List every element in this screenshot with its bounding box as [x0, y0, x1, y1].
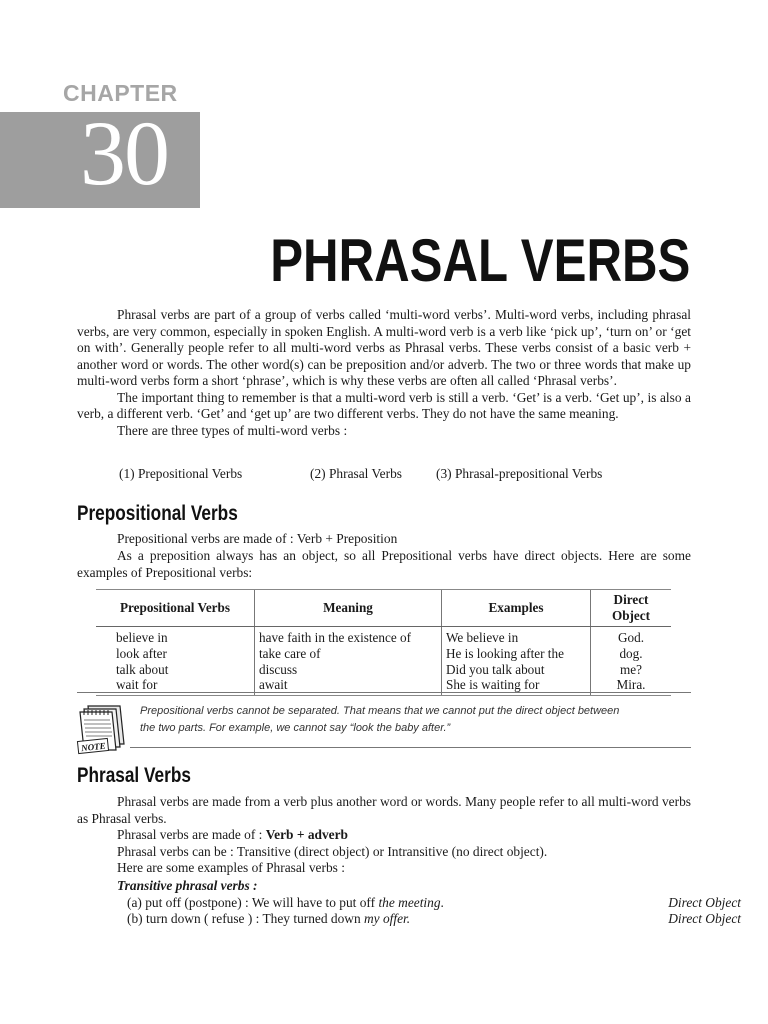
example-a: [77, 895, 741, 912]
table-row: [96, 662, 671, 678]
table-header-cell: Examples: [442, 590, 591, 627]
verb-types-list: [119, 466, 242, 483]
intro-section: [77, 307, 691, 439]
table-cell: me?: [591, 662, 672, 678]
prepositional-definition: Prepositional verbs are made of : Verb + Preposition: [117, 531, 398, 546]
note-icon: [74, 700, 128, 756]
example-a-end: .: [440, 895, 444, 910]
table-cell: She is waiting for: [442, 677, 591, 695]
table-row: [96, 646, 671, 662]
table-header-cell: Prepositional Verbs: [96, 590, 255, 627]
table-cell: take care of: [255, 646, 442, 662]
table-row: [96, 627, 671, 646]
intro-paragraph-1: Phrasal verbs are part of a group of verbs called ‘multi-word verbs’. Multi-word verbs, including phrasal verbs, are very common, especially in spoken English. A multi-word verb is a verb like ‘pick up’, ‘turn on’ or ‘get on with’. Generally people refer to all multi-word verbs as Phrasal verbs. These verbs consist of a basic verb + another word or words. The other word(s) can be preposition and/or adverb. The two or three words that make up multi-word verbs form a short ‘phrase’, which is why these verbs are often all called ‘Phrasal verbs’.: [77, 307, 691, 388]
example-a-text: (a) put off (postpone) : We will have to put off: [127, 895, 379, 910]
example-b-text: (b) turn down ( refuse ) : They turned down: [127, 911, 365, 926]
verb-type-3: (3) Phrasal-prepositional Verbs: [436, 466, 603, 481]
example-a-object: the meeting: [378, 895, 441, 910]
table-cell: await: [255, 677, 442, 695]
note-icon-label: NOTE: [80, 740, 107, 754]
note-top-rule: [77, 692, 691, 693]
phrasal-can-be: Phrasal verbs can be : Transitive (direct object) or Intransitive (no direct object).: [117, 844, 548, 859]
transitive-heading: Transitive phrasal verbs :: [117, 878, 258, 893]
table-cell: have faith in the existence of: [255, 627, 442, 646]
table-cell: Did you talk about: [442, 662, 591, 678]
table-cell: Mira.: [591, 677, 672, 695]
phrasal-intro: [77, 794, 691, 827]
prepositional-verbs-table: [96, 589, 671, 696]
intro-paragraph-2: The important thing to remember is that a multi-word verb is still a verb. ‘Get’ is a verb. ‘Get up’, is also a verb, a different verb. ‘Get’ and ‘get up’ are two different verbs. They do not have the same meaning.: [77, 389, 691, 421]
table-cell: talk about: [116, 661, 169, 677]
table-cell: God.: [591, 627, 672, 646]
chapter-label: CHAPTER: [63, 80, 178, 106]
table-cell: discuss: [255, 662, 442, 678]
section-heading-prepositional: Prepositional Verbs: [77, 502, 238, 525]
example-b-tag: Direct Object: [668, 911, 741, 926]
table-header-cell: Direct Object: [591, 590, 672, 627]
example-b-object: my offer.: [364, 911, 411, 926]
table-header-row: [96, 590, 671, 627]
phrasal-examples-intro: Here are some examples of Phrasal verbs :: [117, 860, 345, 875]
note-line-1: Prepositional verbs cannot be separated. That means that we cannot put the direct object between: [140, 705, 620, 717]
table-header-cell: Meaning: [255, 590, 442, 627]
example-a-tag: Direct Object: [668, 895, 741, 910]
page-title: PHRASAL VERBS: [269, 227, 690, 294]
table-cell: look after: [116, 645, 167, 661]
example-b: [77, 911, 741, 928]
note-bottom-rule: [130, 747, 691, 748]
table-cell: dog.: [591, 646, 672, 662]
prepositional-description-text: As a preposition always has an object, so all Prepositional verbs have direct objects. Here are some examples of Prepositional verbs:: [77, 548, 691, 580]
phrasal-made-of: [77, 827, 731, 844]
prepositional-description: [77, 548, 691, 581]
note-text: [140, 703, 660, 736]
note-notepad-icon: [74, 700, 128, 756]
phrasal-made-of-prefix: Phrasal verbs are made of :: [117, 827, 266, 842]
table-cell: believe in: [116, 630, 168, 645]
section-heading-phrasal: Phrasal Verbs: [77, 764, 191, 787]
table-cell: We believe in: [442, 627, 591, 646]
verb-type-2: (2) Phrasal Verbs: [310, 466, 402, 481]
chapter-number: 30: [80, 102, 168, 204]
table-cell: wait for: [96, 677, 255, 695]
phrasal-made-of-formula: Verb + adverb: [265, 827, 349, 842]
table-cell: He is looking after the: [442, 646, 591, 662]
verb-type-1: (1) Prepositional Verbs: [119, 466, 243, 481]
intro-paragraph-3: There are three types of multi-word verbs :: [117, 422, 348, 438]
phrasal-intro-text: Phrasal verbs are made from a verb plus another word or words. Many people refer to all multi-word verbs as Phrasal verbs.: [77, 794, 691, 826]
note-line-2: the two parts. For example, we cannot say “look the baby after.”: [140, 721, 451, 734]
